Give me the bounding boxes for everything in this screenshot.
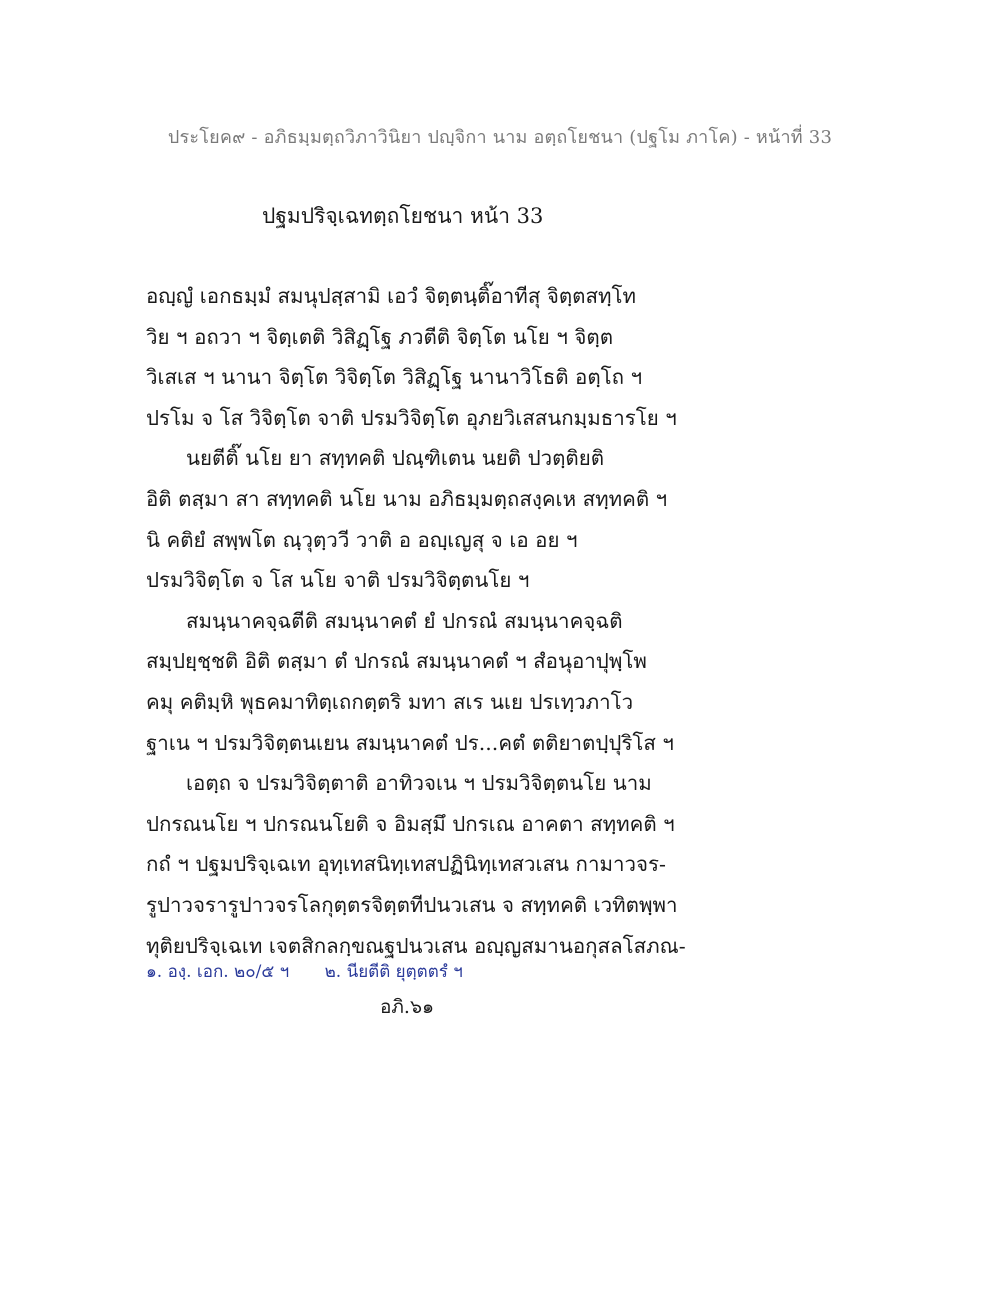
text-line: อิติ ตสฺมา สา สทฺทคติ นโย นาม อภิธมฺมตฺถสงฺคเห สทฺทคติ ฯ: [146, 486, 668, 511]
text-line: ปกรณนโย ฯ ปกรณนโยติ จ อิมสฺมึ ปกรเณ อาคตา สทฺทคติ ฯ: [146, 811, 675, 836]
text-line: กถํ ฯ ปฐมปริจฺเฉเท อุทฺเทสนิทฺเทสปฏินิทฺเทสวเสน กามาวจร-: [146, 852, 666, 877]
text-line: สมนฺนาคจฺฉตีติ สมนฺนาคตํ ยํ ปกรณํ สมนฺนาคจฺฉติ: [186, 608, 623, 633]
text-line: เอตฺถ จ ปรมวิจิตฺตาติ อาทิวจเน ฯ ปรมวิจิตฺตนโย นาม: [186, 771, 652, 796]
text-line: วิเสเส ฯ นานา จิตฺโต วิจิตฺโต วิสิฏฺโฐ นานาวิโธติ อตฺโถ ฯ: [146, 365, 643, 390]
running-header: ประโยค๙ - อภิธมฺมตฺถวิภาวินิยา ปญฺจิกา นาม อตฺถโยชนา (ปฐโม ภาโค) - หน้าที่ 33: [167, 127, 833, 148]
text-line: ปรโม จ โส วิจิตฺโต จาติ ปรมวิจิตฺโต อุภยวิเสสนกมฺมธารโย ฯ: [146, 405, 677, 430]
text-line: วิย ฯ อถวา ฯ จิตฺเตติ วิสิฏฺโฐ ภวตีติ จิตฺโต นโย ฯ จิตฺต: [146, 324, 614, 349]
text-line: อญฺญํ เอกธมฺมํ สมนุปสฺสามิ เอวํ จิตฺตนฺติ๊อาทีสุ จิตฺตสทฺโท: [146, 284, 637, 308]
text-line: นยตีติ๊ นโย ยา สทฺทคติ ปณฺฑิเตน นยติ ปวตฺติยติ: [186, 446, 605, 471]
footnote-2: ๒. นียตีติ ยุตฺตตรํ ฯ: [324, 962, 463, 982]
text-line: นิ คติยํ สพฺพโต ณฺวุตฺววี วาติ อ อญฺเญสุ จ เอ อย ฯ: [146, 527, 578, 552]
text-line: ปรมวิจิตฺโต จ โส นโย จาติ ปรมวิจิตฺตนโย ฯ: [146, 568, 530, 593]
footnote-1: ๑. องฺ. เอก. ๒๐/๕ ฯ: [146, 962, 290, 982]
text-line: ทุติยปริจฺเฉเท เจตสิกลกฺขณฐปนวเสน อญฺญสมานอกุสลโสภณ-: [146, 933, 686, 958]
section-title: ปฐมปริจฺเฉทตฺถโยชนา หน้า 33: [262, 204, 544, 228]
page-code: อภิ.๖๑: [380, 996, 435, 1018]
text-line: รูปาวจรารูปาวจรโลกุตฺตรจิตฺตทีปนวเสน จ สทฺทคติ เวทิตพฺพา: [146, 892, 678, 917]
footnotes: [146, 958, 493, 985]
text-line: คมุ คติมฺหิ พุธคมาทิตฺเถกตฺตริ มทา สเร นเย ปรเทฺวภาโว: [146, 689, 634, 714]
text-line: ฐาเน ฯ ปรมวิจิตฺตนเยน สมนฺนาคตํ ปร...คตํ ตติยาตปฺปุริโส ฯ: [146, 730, 674, 755]
body-text: [146, 276, 686, 966]
text-line: สมฺปยฺชฺชติ อิติ ตสฺมา ตํ ปกรณํ สมนฺนาคตํ ฯ สํอนุอาปุพฺโพ: [146, 649, 647, 674]
